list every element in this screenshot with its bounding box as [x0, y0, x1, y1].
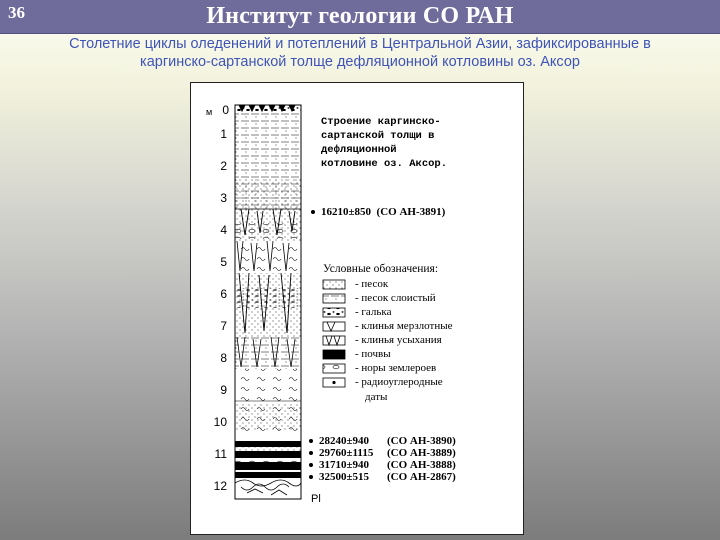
- caption-line-4: котловине оз. Аксор.: [321, 158, 448, 170]
- base-unit-label: Pl: [311, 493, 321, 505]
- depth-label-5: 5: [220, 255, 227, 269]
- stratigraphic-column-figure: м 0 1 2 3 4 5 6 7 8 9 10 11 12 Строение каргинско- сартанской толщи в дефляционной котловине оз. Аксор. 16210±850 (СО АН-3891) 28240±940 (СО АН-3890) 29760±1115 (СО АН-3889) 31710±940 (СО АН-3888) 32500±515 (СО АН-2867) Условные обозначения: - песок - песок слоистый - галька - клинья мерзлотные - клинья усыхания - почвы - норы землероев - радиоуглеродные даты Pl: [190, 82, 524, 535]
- subtitle-line-1: Столетние циклы оледенений и потеплений в Центральной Азии, зафиксированные в: [69, 36, 651, 52]
- depth-label-4: 4: [220, 223, 227, 237]
- date-age: 28240±940: [319, 435, 370, 447]
- date-lab: (СО АН-3890): [387, 435, 456, 447]
- date-age: 31710±940: [319, 459, 370, 471]
- depth-label-2: 2: [220, 159, 227, 173]
- legend-title: Условные обозначения:: [323, 263, 439, 275]
- radiocarbon-dot-icon: [309, 439, 313, 443]
- depth-label-12: 12: [213, 479, 227, 493]
- date-lab: (СО АН-2867): [387, 471, 456, 483]
- radiocarbon-date-3: [309, 447, 456, 459]
- depth-label-10: 10: [213, 415, 227, 429]
- slide-number: 36: [8, 3, 25, 22]
- figure-caption: [321, 115, 496, 171]
- legend-swatches: [323, 280, 345, 387]
- radiocarbon-dot-icon: [309, 451, 313, 455]
- slide-subtitle: [0, 36, 720, 71]
- depth-label-0: 0: [222, 103, 229, 117]
- caption-line-2: сартанской толщи в: [321, 130, 435, 142]
- slide-title: Институт геологии СО РАН: [206, 3, 514, 29]
- depth-label-1: 1: [220, 127, 227, 141]
- header-bar: [0, 0, 720, 34]
- radiocarbon-date-1: [311, 206, 445, 218]
- radiocarbon-date-5: [309, 471, 456, 483]
- caption-line-3: дефляционной: [321, 144, 397, 156]
- depth-unit-label: м: [206, 107, 213, 117]
- date-age: 16210±850: [321, 206, 372, 218]
- subtitle-line-2: каргинско-сартанской толще дефляционной котловины оз. Аксор: [140, 53, 580, 70]
- date-lab: (СО АН-3891): [376, 206, 446, 218]
- date-age: 32500±515: [319, 471, 370, 483]
- depth-label-8: 8: [220, 351, 227, 365]
- radiocarbon-date-2: [309, 435, 456, 447]
- date-age: 29760±1115: [319, 447, 374, 459]
- radiocarbon-dot-icon: [309, 475, 313, 479]
- radiocarbon-date-4: [309, 459, 456, 471]
- caption-line-1: Строение каргинско-: [321, 116, 441, 128]
- depth-label-7: 7: [220, 319, 227, 333]
- radiocarbon-dot-icon: [311, 210, 315, 214]
- depth-label-3: 3: [220, 191, 227, 205]
- depth-label-11: 11: [214, 447, 227, 461]
- depth-label-6: 6: [220, 287, 227, 301]
- date-lab: (СО АН-3888): [387, 459, 456, 471]
- legend-item-radiocarbon-continuation: даты: [365, 391, 388, 403]
- depth-label-9: 9: [220, 383, 227, 397]
- date-lab: (СО АН-3889): [387, 447, 456, 459]
- radiocarbon-dot-icon: [309, 463, 313, 467]
